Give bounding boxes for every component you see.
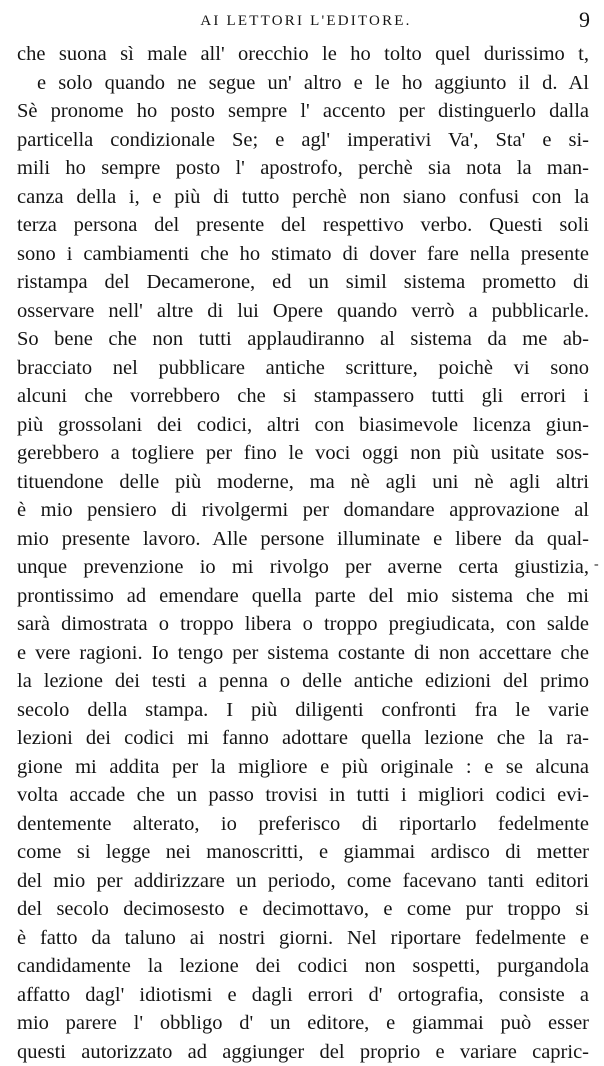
text-line-22: e vere ragioni. Io tengo per sistema costante di non accettare che xyxy=(17,639,589,668)
margin-mark: - xyxy=(594,558,599,572)
text-line-26: gione mi addita per la migliore e più originale : e se alcuna xyxy=(17,753,589,782)
text-line-32: è fatto da taluno ai nostri giorni. Nel riportare fedelmente e xyxy=(17,924,589,953)
text-line-28: dentemente alterato, io preferisco di riportarlo fedelmente xyxy=(17,810,589,839)
text-line-33: candidamente la lezione dei codici non sospetti, purgandola xyxy=(17,952,589,981)
text-line-15: gerebbero a togliere per fino le voci oggi non più usitate sos- xyxy=(17,439,589,468)
text-line-23: la lezione dei testi a penna o delle antiche edizioni del primo xyxy=(17,667,589,696)
page-number: 9 xyxy=(579,8,590,32)
text-line-3: Sè pronome ho posto sempre l' accento per distinguerlo dalla xyxy=(17,97,589,126)
text-line-25: lezioni dei codici mi fanno adottare quella lezione che la ra- xyxy=(17,724,589,753)
text-line-19: unque prevenzione io mi rivolgo per averne certa giustizia, xyxy=(17,553,589,582)
text-line-20: prontissimo ad emendare quella parte del mio sistema che mi xyxy=(17,582,589,611)
text-line-29: come si legge nei manoscritti, e giammai ardisco di metter xyxy=(17,838,589,867)
body-text xyxy=(17,40,589,1066)
text-line-35: mio parere l' obbligo d' un editore, e giammai può esser xyxy=(17,1009,589,1038)
text-line-7: terza persona del presente del respettivo verbo. Questi soli xyxy=(17,211,589,240)
text-line-24: secolo della stampa. I più diligenti confronti fra le varie xyxy=(17,696,589,725)
text-line-13: alcuni che vorrebbero che si stampassero tutti gli errori i xyxy=(17,382,589,411)
running-header xyxy=(20,10,592,32)
text-line-17: è mio pensiero di rivolgermi per domandare approvazione al xyxy=(17,496,589,525)
text-line-5: mili ho sempre posto l' apostrofo, perchè sia nota la man- xyxy=(17,154,589,183)
text-line-9: ristampa del Decamerone, ed un simil sistema prometto di xyxy=(17,268,589,297)
text-line-16: tituendone delle più moderne, ma nè agli uni nè agli altri xyxy=(17,468,589,497)
text-line-18: mio presente lavoro. Alle persone illuminate e libere da qual- xyxy=(17,525,589,554)
text-line-4: particella condizionale Se; e agl' imperativi Va', Sta' e si- xyxy=(17,126,589,155)
text-line-30: del mio per addirizzare un periodo, come facevano tanti editori xyxy=(17,867,589,896)
text-line-10: osservare nell' altre di lui Opere quando verrò a pubblicarle. xyxy=(17,297,589,326)
running-head-title: AI LETTORI L'EDITORE. xyxy=(20,10,592,32)
text-line-21: sarà dimostrata o troppo libera o troppo pregiudicata, con salde xyxy=(17,610,589,639)
text-line-34: affatto dagl' idiotismi e dagli errori d' ortografia, consiste a xyxy=(17,981,589,1010)
text-line-27: volta accade che un passo trovisi in tutti i migliori codici evi- xyxy=(17,781,589,810)
text-line-12: bracciato nel pubblicare antiche scritture, poichè vi sono xyxy=(17,354,589,383)
text-line-31: del secolo decimosesto e decimottavo, e come pur troppo si xyxy=(17,895,589,924)
text-line-1: che suona sì male all' orecchio le ho tolto quel durissimo t, xyxy=(17,40,589,69)
text-line-14: più grossolani dei codici, altri con biasimevole licenza giun- xyxy=(17,411,589,440)
text-line-11: So bene che non tutti applaudiranno al sistema da me ab- xyxy=(17,325,589,354)
text-line-36: questi autorizzato ad aggiunger del proprio e variare capric- xyxy=(17,1038,589,1066)
text-line-6: canza della i, e più di tutto perchè non siano confusi con la xyxy=(17,183,589,212)
text-line-8: sono i cambiamenti che ho stimato di dover fare nella presente xyxy=(17,240,589,269)
text-line-2: e solo quando ne segue un' altro e le ho aggiunto il d. Al xyxy=(17,69,589,98)
